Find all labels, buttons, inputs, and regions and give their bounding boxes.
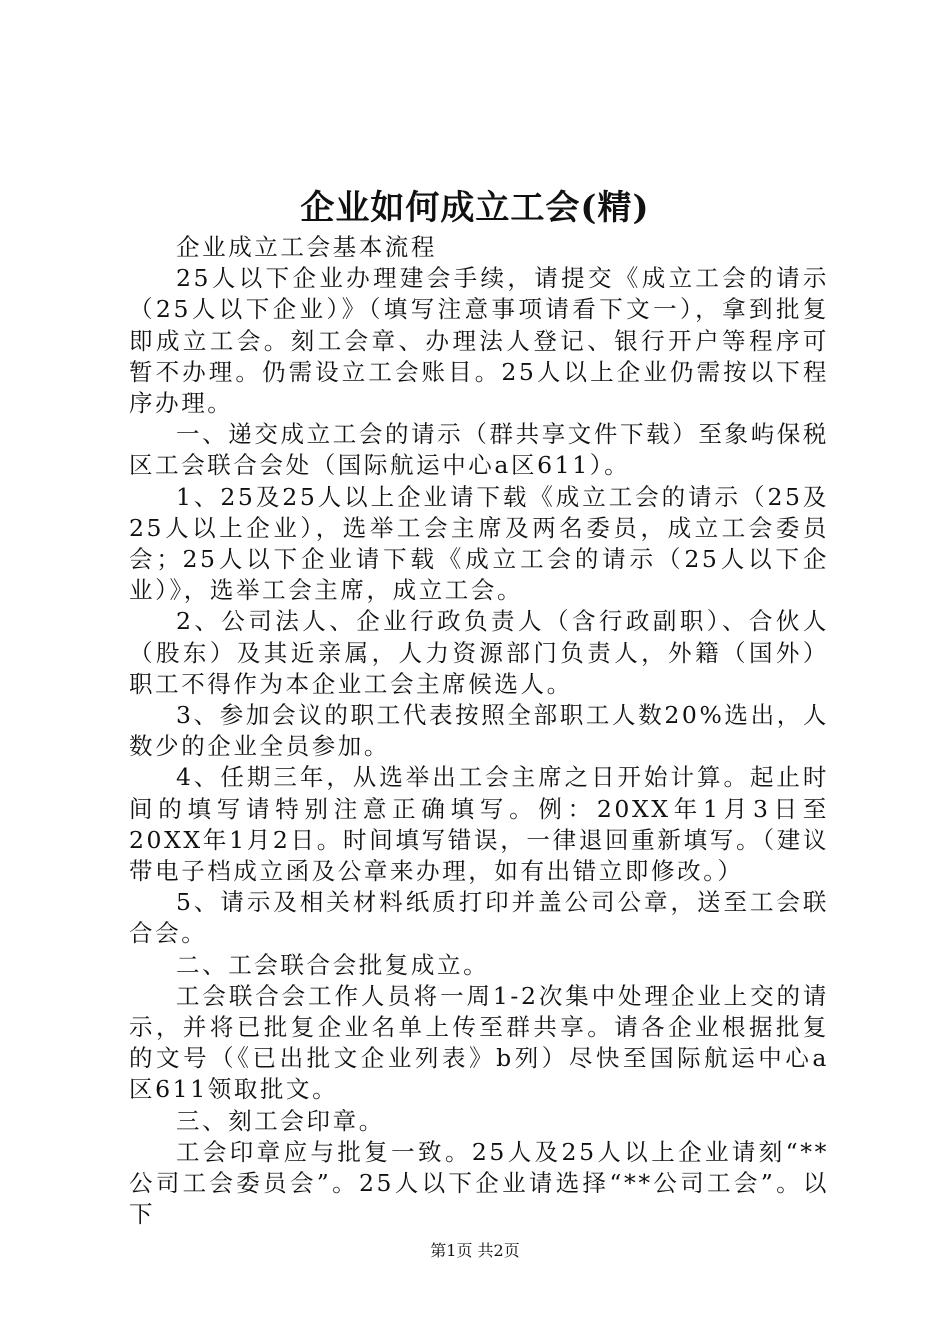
document-title: 企业如何成立工会(精) xyxy=(300,188,650,228)
paragraph: 企业成立工会基本流程 xyxy=(176,233,437,261)
paragraph: 4、任期三年，从选举出工会主席之日开始计算。起止时间的填写请特别注意正确填写。例：20XX年1月3日至20XX年1月2日。时间填写错误，一律退回重新填写。（建议带电子档成立函及公章来办理，如有出错立即修改。） xyxy=(129,763,829,886)
paragraph: 2、公司法人、企业行政负责人（含行政副职）、合伙人（股东）及其近亲属，人力资源部门负责人，外籍（国外）职工不得作为本企业工会主席候选人。 xyxy=(129,607,829,698)
document-body xyxy=(129,232,829,1231)
paragraph: 工会联合会工作人员将一周1-2次集中处理企业上交的请示，并将已批复企业名单上传至群共享。请各企业根据批复的文号（《已出批文企业列表》b列）尽快至国际航运中心a区611领取批文。 xyxy=(129,981,829,1104)
paragraph: 25人以下企业办理建会手续，请提交《成立工会的请示（25人以下企业）》（填写注意事项请看下文一），拿到批复即成立工会。刻工会章、办理法人登记、银行开户等程序可暂不办理。仍需设立工会账目。25人以上企业仍需按以下程序办理。 xyxy=(129,264,829,418)
paragraph: 5、请示及相关材料纸质打印并盖公司公章，送至工会联合会。 xyxy=(129,888,829,948)
paragraph: 工会印章应与批复一致。25人及25人以上企业请刻“**公司工会委员会”。25人以下企业请选择“**公司工会”。以下 xyxy=(129,1137,829,1229)
paragraph: 一、递交成立工会的请示（群共享文件下载）至象屿保税区工会联合会处（国际航运中心a区611）。 xyxy=(129,420,829,480)
page-footer: 第1页 共2页 xyxy=(430,1241,520,1260)
paragraph: 二、工会联合会批复成立。 xyxy=(176,950,490,979)
paragraph: 三、刻工会印章。 xyxy=(176,1106,385,1135)
paragraph: 3、参加会议的职工代表按照全部职工人数20%选出，人数少的企业全员参加。 xyxy=(129,701,829,761)
paragraph: 1、25及25人以上企业请下载《成立工会的请示（25及25人以上企业），选举工会主席及两名委员，成立工会委员会；25人以下企业请下载《成立工会的请示（25人以下企业）》，选举工会主席，成立工会。 xyxy=(129,482,829,605)
